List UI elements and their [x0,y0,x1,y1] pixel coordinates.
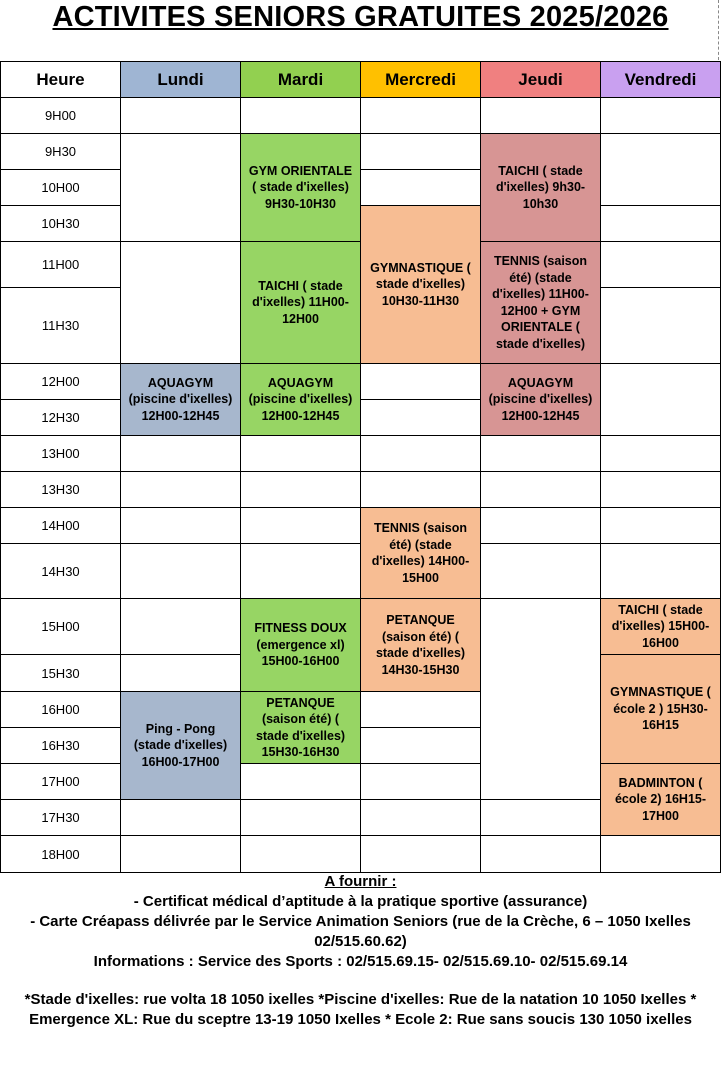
empty-cell [360,691,481,728]
time-cell: 10H30 [0,205,121,242]
activity-mercredi-tennis: TENNIS (saison été) (stade d'ixelles) 14H00- 15H00 [360,507,481,599]
empty-cell [240,799,361,836]
time-cell: 12H00 [0,363,121,400]
time-cell: 18H00 [0,835,121,873]
time-cell: 15H30 [0,654,121,692]
empty-cell [240,471,361,508]
empty-cell [600,507,721,544]
empty-cell [600,435,721,472]
empty-cell [480,799,601,836]
activity-mercredi-gymnastique: GYMNASTIQUE ( stade d'ixelles) 10H30-11H30 [360,205,481,364]
empty-cell [600,543,721,599]
empty-cell [360,363,481,400]
time-cell: 12H30 [0,399,121,436]
empty-cell [600,835,721,873]
empty-cell [120,598,241,655]
header-jeudi: Jeudi [480,61,601,98]
activity-mardi-fitness: FITNESS DOUX (emergence xl) 15H00-16H00 [240,598,361,692]
empty-cell [360,727,481,764]
empty-cell [360,133,481,170]
activity-jeudi-taichi: TAICHI ( stade d'ixelles) 9h30- 10h30 [480,133,601,242]
activity-lundi-pingpong: Ping - Pong (stade d'ixelles) 16H00-17H00 [120,691,241,800]
activity-vendredi-gymnastique: GYMNASTIQUE ( école 2 ) 15H30- 16H15 [600,654,721,764]
empty-cell [360,471,481,508]
footer-creapass-line: - Carte Créapass délivrée par le Service Animation Seniors (rue de la Crèche, 6 – 1050 Ixelles 02/515.60.62) [30,913,691,950]
empty-cell [120,97,241,134]
time-cell: 16H30 [0,727,121,764]
empty-cell [360,835,481,873]
time-cell: 11H30 [0,287,121,364]
time-cell: 9H30 [0,133,121,170]
empty-cell [600,241,721,288]
footer-addresses: *Stade d'ixelles: rue volta 18 1050 ixelles *Piscine d'ixelles: Rue de la natation 10 1050 Ixelles * Emergence XL: Rue du sceptre 13-19 1050 Ixelles * Ecole 2: Rue sans soucis 130 1050 ixelles [24,991,697,1028]
schedule-grid [0,61,721,873]
empty-cell [240,97,361,134]
footer-heading: A fournir : [324,873,397,890]
header-vendredi: Vendredi [600,61,721,98]
empty-cell [480,97,601,134]
empty-cell [120,471,241,508]
header-lundi: Lundi [120,61,241,98]
empty-cell [360,97,481,134]
time-cell: 17H30 [0,799,121,836]
empty-cell [480,598,601,800]
empty-cell [480,507,601,544]
empty-cell [360,435,481,472]
empty-cell [120,799,241,836]
time-cell: 15H00 [0,598,121,655]
empty-cell [360,169,481,206]
empty-cell [600,205,721,242]
empty-cell [480,471,601,508]
empty-cell [120,435,241,472]
activity-jeudi-tennis-gym: TENNIS (saison été) (stade d'ixelles) 11H00- 12H00 + GYM ORIENTALE ( stade d'ixelles) [480,241,601,364]
time-cell: 13H00 [0,435,121,472]
header-heure: Heure [0,61,121,98]
empty-cell [360,763,481,800]
empty-cell [120,835,241,873]
footer-info-line: Informations : Service des Sports : 02/515.69.15- 02/515.69.10- 02/515.69.14 [93,953,628,970]
header-mardi: Mardi [240,61,361,98]
empty-cell [240,763,361,800]
activity-lundi-aquagym: AQUAGYM (piscine d'ixelles) 12H00-12H45 [120,363,241,436]
activity-mardi-taichi: TAICHI ( stade d'ixelles) 11H00- 12H00 [240,241,361,364]
time-cell: 17H00 [0,763,121,800]
header-mercredi: Mercredi [360,61,481,98]
empty-cell [240,507,361,544]
empty-cell [600,363,721,436]
empty-cell [600,471,721,508]
empty-cell [120,654,241,692]
empty-cell [360,399,481,436]
activity-mardi-petanque: PETANQUE (saison été) ( stade d'ixelles) 15H30-16H30 [240,691,361,764]
empty-cell [600,287,721,364]
footer-certificate-line: - Certificat médical d’aptitude à la pratique sportive (assurance) [133,893,588,910]
time-cell: 14H00 [0,507,121,544]
empty-cell [600,97,721,134]
time-cell: 11H00 [0,241,121,288]
empty-cell [480,543,601,599]
empty-cell [600,133,721,206]
empty-cell [480,435,601,472]
page-edge-rule [718,0,720,60]
activity-mardi-gym-orientale: GYM ORIENTALE ( stade d'ixelles) 9H30-10H30 [240,133,361,242]
empty-cell [120,507,241,544]
activity-vendredi-taichi: TAICHI ( stade d'ixelles) 15H00- 16H00 [600,598,721,655]
time-cell: 9H00 [0,97,121,134]
empty-cell [240,543,361,599]
time-cell: 14H30 [0,543,121,599]
footer-info [0,872,721,1030]
time-cell: 10H00 [0,169,121,206]
empty-cell [480,835,601,873]
time-cell: 13H30 [0,471,121,508]
empty-cell [240,435,361,472]
empty-cell [120,543,241,599]
empty-cell [360,799,481,836]
activity-vendredi-badminton: BADMINTON ( école 2) 16H15- 17H00 [600,763,721,836]
activity-jeudi-aquagym: AQUAGYM (piscine d'ixelles) 12H00-12H45 [480,363,601,436]
activity-mardi-aquagym: AQUAGYM (piscine d'ixelles) 12H00-12H45 [240,363,361,436]
activity-mercredi-petanque: PETANQUE (saison été) ( stade d'ixelles) 14H30-15H30 [360,598,481,692]
empty-cell [240,835,361,873]
time-cell: 16H00 [0,691,121,728]
footer-spacer [0,972,721,990]
page-title: ACTIVITES SENIORS GRATUITES 2025/2026 [52,1,669,33]
empty-cell [120,241,241,364]
empty-cell [120,133,241,242]
